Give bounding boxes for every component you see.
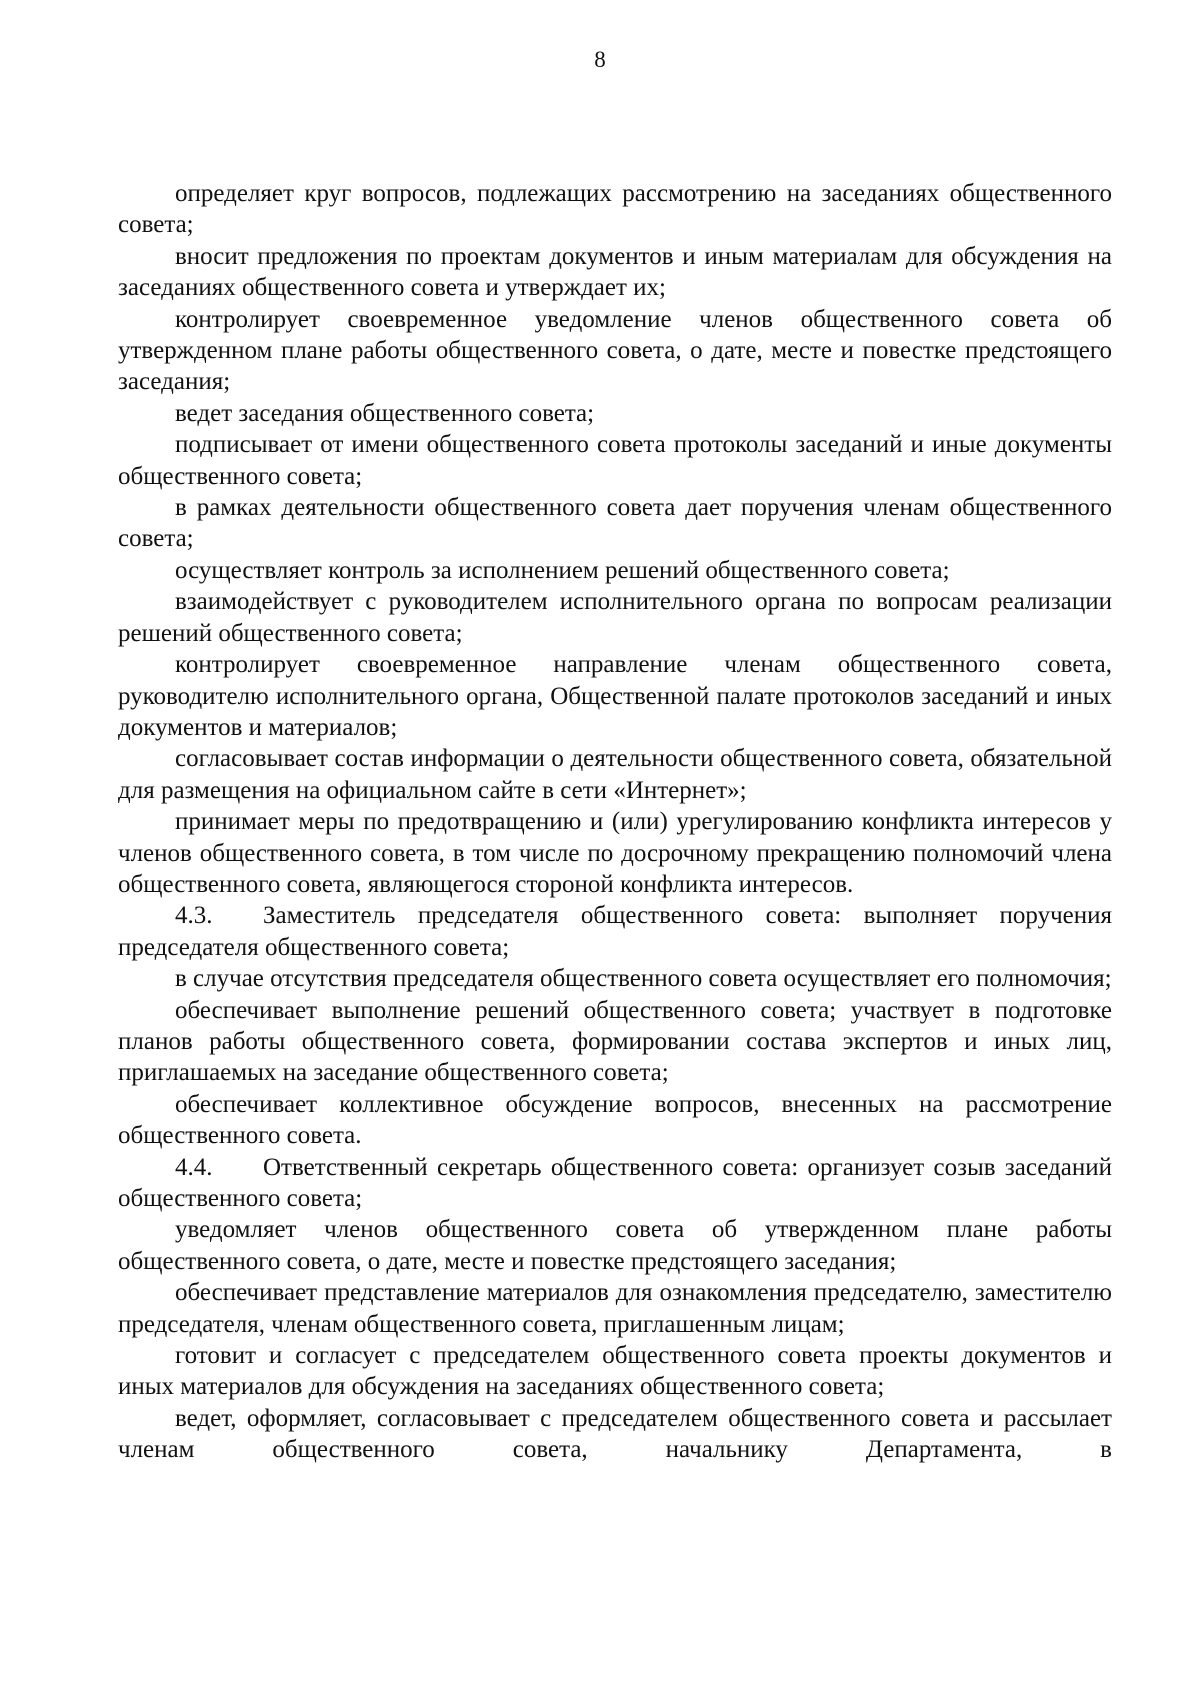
paragraph: подписывает от имени общественного совета протоколы заседаний и иные документы общественного совета;: [118, 431, 1112, 490]
paragraph: в случае отсутствия председателя общественного совета осуществляет его полномочия;: [175, 965, 1112, 993]
paragraph-number: 4.4.: [175, 1153, 213, 1181]
paragraph: взаимодействует с руководителем исполнительного органа по вопросам реализации решений общественного совета;: [118, 588, 1112, 647]
paragraph: готовит и согласует с председателем общественного совета проекты документов и иных материалов для обсуждения на заседаниях общественного совета;: [118, 1342, 1112, 1401]
paragraph: контролирует своевременное уведомление членов общественного совета об утвержденном плане работы общественного совета, о дате, месте и повестке предстоящего заседания;: [118, 305, 1112, 396]
page-number: 8: [594, 47, 606, 72]
paragraph: ведет, оформляет, согласовывает с председателем общественного совета и рассылает членам общественного совета, начальнику Департамента, в: [118, 1404, 1112, 1464]
paragraph-number: 4.3.: [175, 902, 213, 930]
paragraph: определяет круг вопросов, подлежащих рассмотрению на заседаниях общественного совета;: [118, 180, 1112, 239]
paragraph: уведомляет членов общественного совета об утвержденном плане работы общественного совета, о дате, месте и повестке предстоящего заседания;: [118, 1216, 1112, 1275]
paragraph: ведет заседания общественного совета;: [175, 399, 595, 427]
paragraph: обеспечивает коллективное обсуждение вопросов, внесенных на рассмотрение общественного совета.: [118, 1090, 1112, 1150]
paragraph: обеспечивает представление материалов для ознакомления председателю, заместителю председателя, членам общественного совета, приглашенным лицам;: [118, 1279, 1112, 1338]
document-body: [118, 178, 1112, 1466]
paragraph: принимает меры по предотвращению и (или) урегулированию конфликта интересов у членов общественного совета, в том числе по досрочному прекращению полномочий члена общественного совета, являющегося стороной конфликта интересов.: [118, 808, 1112, 898]
numbered-paragraph: [118, 900, 1112, 963]
paragraph-text: Заместитель председателя общественного совета: выполняет поручения председателя общественного совета;: [118, 902, 1112, 961]
paragraph: согласовывает состав информации о деятельности общественного совета, обязательной для размещения на официальном сайте в сети «Интернет»;: [118, 745, 1112, 804]
paragraph: осуществляет контроль за исполнением решений общественного совета;: [175, 556, 950, 584]
paragraph-text: Ответственный секретарь общественного совета: организует созыв заседаний общественного совета;: [118, 1153, 1112, 1212]
paragraph: обеспечивает выполнение решений общественного совета; участвует в подготовке планов работы общественного совета, формировании состава экспертов и иных лиц, приглашаемых на заседание общественного совета;: [118, 996, 1112, 1087]
paragraph: вносит предложения по проектам документов и иным материалам для обсуждения на заседаниях общественного совета и утверждает их;: [118, 242, 1112, 302]
paragraph: в рамках деятельности общественного совета дает поручения членам общественного совета;: [118, 494, 1112, 553]
paragraph: контролирует своевременное направление членам общественного совета, руководителю исполнительного органа, Общественной палате протоколов заседаний и иных документов и материалов;: [118, 651, 1112, 741]
numbered-paragraph: [118, 1152, 1112, 1215]
